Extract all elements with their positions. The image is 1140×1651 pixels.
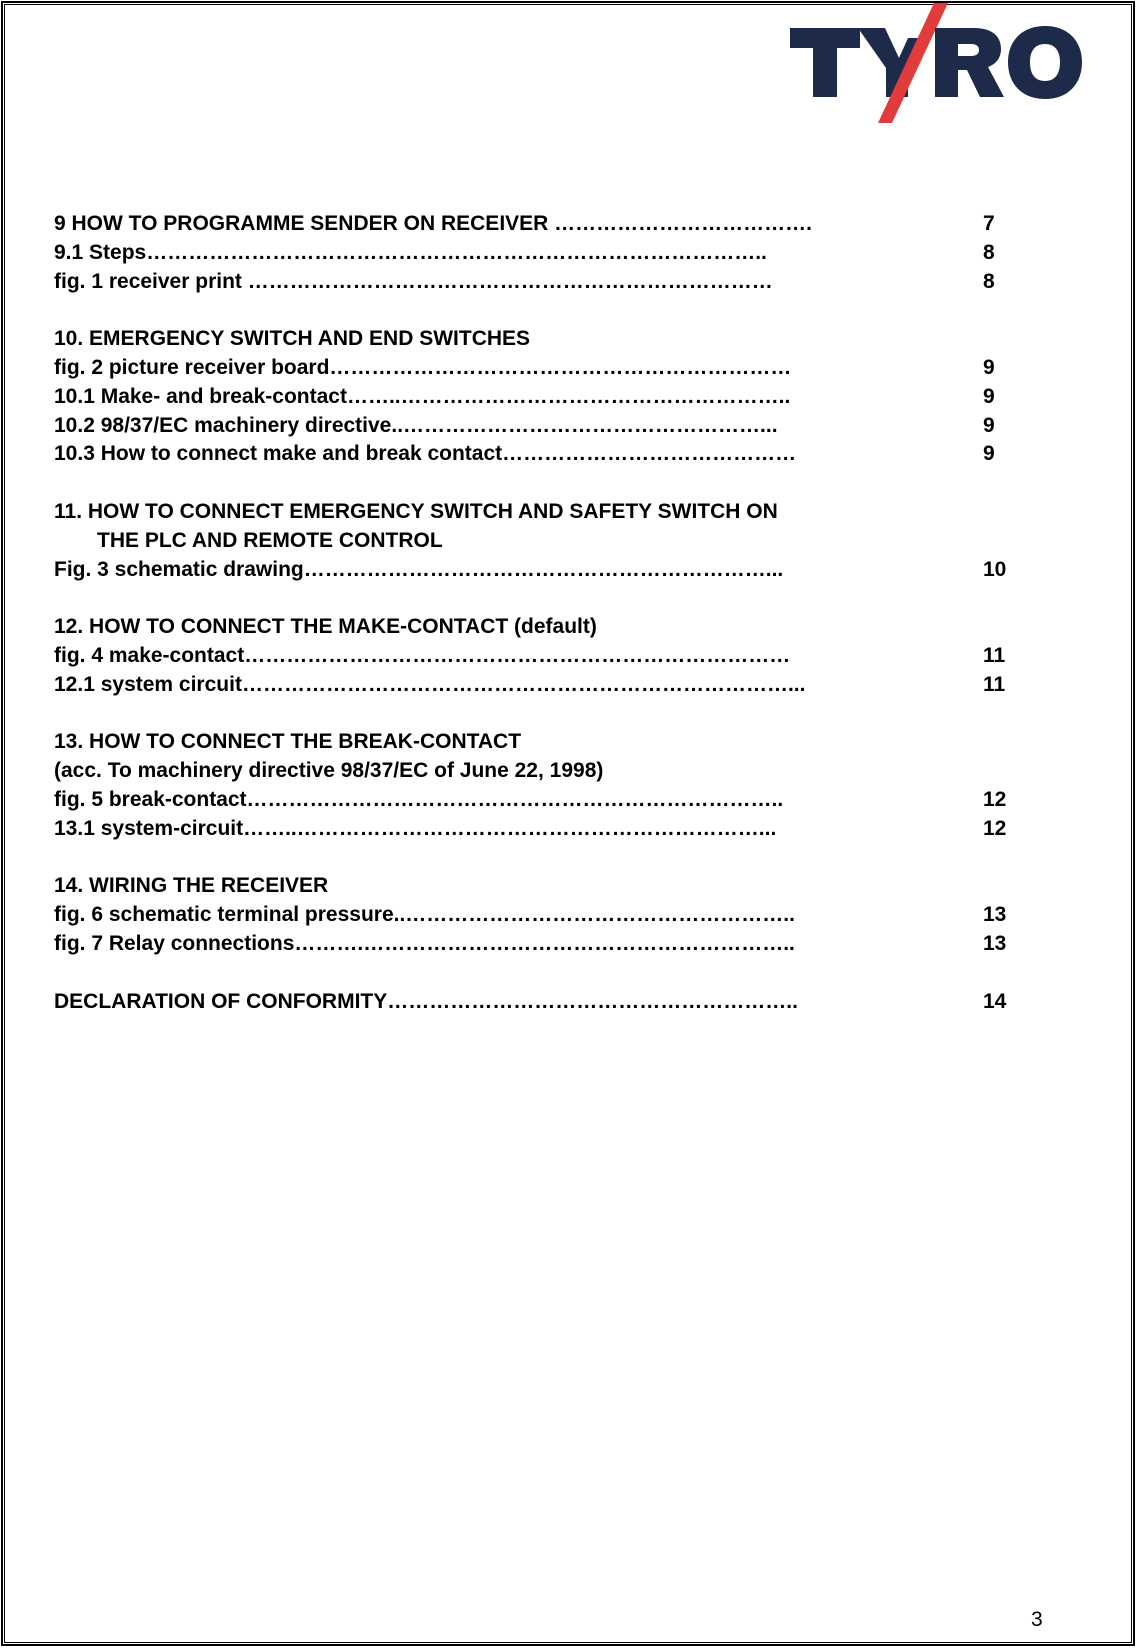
toc-title: 11. HOW TO CONNECT EMERGENCY SWITCH AND SAFETY SWITCH ON — [54, 499, 778, 523]
toc-page-number: 8 — [983, 240, 995, 264]
toc-entry-declaration[interactable] — [54, 988, 1054, 1017]
toc-entry[interactable] — [54, 901, 1054, 930]
spacer — [54, 469, 1054, 498]
toc-entry[interactable] — [54, 412, 1054, 441]
toc-entry[interactable] — [54, 354, 1054, 383]
toc-title: 10.2 98/37/EC machinery directive..……………………………………………... — [54, 413, 778, 437]
toc-title: fig. 2 picture receiver board………………………………………………………… — [54, 355, 792, 379]
spacer — [54, 844, 1054, 873]
toc-page-number: 11 — [983, 672, 1006, 696]
toc-entry[interactable] — [54, 642, 1054, 671]
logo-letter-t — [790, 28, 860, 97]
toc-title: fig. 6 schematic terminal pressure..……………………………………………….. — [54, 903, 795, 927]
toc-title: 12.1 system circuit……………………………………………………………………... — [54, 672, 806, 696]
toc-entry[interactable] — [54, 239, 1054, 268]
page-number: 3 — [1031, 1608, 1043, 1631]
toc-page-number: 9 — [983, 413, 995, 437]
toc-title: 10. EMERGENCY SWITCH AND END SWITCHES — [54, 327, 531, 351]
toc-entry[interactable] — [54, 671, 1054, 700]
toc-page-number: 14 — [983, 989, 1007, 1013]
toc-entry[interactable] — [54, 930, 1054, 959]
toc-heading-section-12[interactable] — [54, 613, 1054, 642]
toc-page-number: 10 — [983, 557, 1007, 581]
toc-title: fig. 1 receiver print ………………………………………………………………… — [54, 269, 773, 293]
table-of-contents — [54, 210, 1054, 1016]
toc-heading-section-14[interactable] — [54, 872, 1054, 901]
toc-page-number: 11 — [983, 643, 1006, 667]
toc-title: THE PLC AND REMOTE CONTROL — [97, 528, 443, 552]
toc-page-number: 12 — [983, 787, 1007, 811]
toc-page-number: 13 — [983, 931, 1007, 955]
toc-title: 10.1 Make- and break-contact……..……………………………………………….. — [54, 384, 791, 408]
toc-entry[interactable] — [54, 556, 1054, 585]
toc-title: Fig. 3 schematic drawing…………………………………………………………... — [54, 557, 784, 581]
spacer — [54, 959, 1054, 988]
spacer — [54, 584, 1054, 613]
toc-title: 14. WIRING THE RECEIVER — [54, 874, 329, 898]
spacer — [54, 296, 1054, 325]
toc-entry[interactable] — [54, 786, 1054, 815]
toc-title: 13. HOW TO CONNECT THE BREAK-CONTACT — [54, 730, 522, 754]
spacer — [54, 700, 1054, 729]
toc-title: fig. 4 make-contact…………………………………………………………………… — [54, 643, 791, 667]
toc-heading-section-11[interactable] — [54, 498, 1054, 527]
toc-page-number: 13 — [983, 903, 1007, 927]
toc-heading-section-9[interactable] — [54, 210, 1054, 239]
toc-title: 13.1 system-circuit……..…………………………………………………………... — [54, 816, 777, 840]
toc-title: fig. 5 break-contact………………………………………………………………….. — [54, 787, 784, 811]
toc-page-number: 9 — [983, 384, 995, 408]
toc-heading-section-13[interactable] — [54, 728, 1054, 757]
toc-page-number: 9 — [983, 442, 995, 466]
toc-subtitle: (acc. To machinery directive 98/37/EC of June 22, 1998) — [54, 759, 604, 783]
toc-heading-section-10[interactable] — [54, 325, 1054, 354]
toc-title: 9 HOW TO PROGRAMME SENDER ON RECEIVER ………………………………. — [54, 212, 812, 235]
toc-page-number: 9 — [983, 355, 995, 379]
toc-entry[interactable] — [54, 383, 1054, 412]
toc-subheading-section-13 — [54, 757, 1054, 786]
toc-title: 10.3 How to connect make and break contact…………………………………… — [54, 442, 797, 466]
toc-title: 9.1 Steps…………………………………………………………………………….. — [54, 240, 767, 264]
logo-letter-o — [1008, 26, 1082, 99]
toc-title: 12. HOW TO CONNECT THE MAKE-CONTACT (default) — [54, 615, 597, 639]
toc-title: fig. 7 Relay connections……….…………………………………………………….. — [54, 931, 795, 955]
toc-entry[interactable] — [54, 440, 1054, 469]
toc-entry[interactable] — [54, 815, 1054, 844]
toc-page-number: 8 — [983, 269, 995, 293]
logo-letter-r — [935, 28, 1004, 97]
tyro-logo — [790, 0, 1090, 135]
toc-heading-section-11-continued[interactable] — [54, 527, 1054, 556]
toc-title: DECLARATION OF CONFORMITY………………………………………………….. — [54, 989, 798, 1013]
toc-page-number: 12 — [983, 816, 1007, 840]
toc-entry[interactable] — [54, 268, 1054, 297]
toc-page-number: 7 — [983, 212, 995, 235]
